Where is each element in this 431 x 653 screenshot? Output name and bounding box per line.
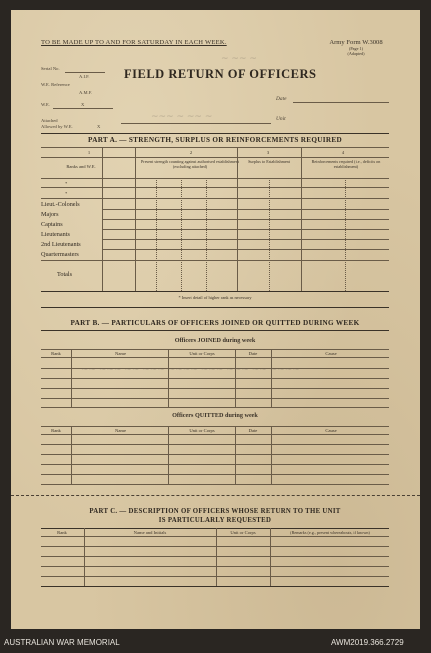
pencil-scribble: ~~~ ~ ~~ ~ — [151, 112, 213, 122]
row-rule — [102, 219, 389, 220]
quitted-header-rule — [41, 434, 389, 435]
part-c-table-bottom — [41, 586, 389, 587]
col-header-present-strength: Present strength counting against authorised establishment (excluding attached) — [140, 159, 240, 169]
quitted-col-date: Date — [248, 428, 258, 433]
aif-label: A.I.F. — [79, 74, 90, 79]
table-divider — [270, 528, 271, 586]
attached-label: Attached — [41, 118, 58, 123]
part-c-heading-line1: PART C. — DESCRIPTION OF OFFICERS WHOSE RETURN TO THE UNIT — [89, 508, 341, 515]
form-sheet — [11, 10, 420, 629]
form-page: (Page 1) — [348, 46, 364, 51]
table-divider — [216, 528, 217, 586]
row-rule — [41, 556, 389, 557]
col-header-reinforcements: Reinforcements required (i.e., deficits on establishment) — [311, 159, 381, 169]
row-rule — [41, 198, 389, 199]
form-adapted: (Adapted) — [347, 51, 365, 56]
we-reference-label: W.E. Reference — [41, 82, 70, 87]
serial-no-line — [65, 72, 105, 73]
quitted-col-rank: Rank — [51, 428, 61, 433]
table-divider — [84, 528, 85, 586]
row-rule — [41, 378, 389, 379]
date-label: Date — [276, 96, 287, 102]
table-divider — [271, 426, 272, 484]
rank-majors: Majors — [41, 211, 59, 218]
table-subdivider — [269, 178, 270, 291]
part-c-col-remarks: (Remarks (e.g., present whereabouts, if known) — [290, 530, 370, 535]
quitted-title: Officers QUITTED during week — [172, 412, 258, 419]
table-subdivider — [345, 178, 346, 291]
part-b-heading: PART B. — PARTICULARS OF OFFICERS JOINED OR QUITTED DURING WEEK — [70, 319, 360, 327]
pencil-scribble: ~ ~~ ~ — [221, 54, 257, 64]
page-title: FIELD RETURN OF OFFICERS — [124, 67, 317, 81]
serial-no-label: Serial No. — [41, 66, 60, 71]
rank-captains: Captains — [41, 221, 63, 228]
quitted-table-top — [41, 426, 389, 427]
row-rule — [41, 187, 389, 188]
we-label: W.E. — [41, 102, 51, 107]
col-number-4: 4 — [341, 150, 345, 155]
part-a-footnote: * Insert detail of higher rank as necessary — [178, 295, 252, 300]
table-divider — [71, 349, 72, 407]
quitted-col-cause: Cause — [325, 428, 337, 433]
row-rule — [41, 454, 389, 455]
col-header-ranks: Ranks and W.E. — [66, 164, 96, 169]
rank-2nd-lieutenants: 2nd Lieutenants — [41, 241, 81, 248]
part-c-header-rule — [41, 536, 389, 537]
joined-col-rank: Rank — [51, 351, 61, 356]
star-mark: * — [65, 181, 68, 186]
row-rule — [41, 566, 389, 567]
joined-header-rule — [41, 357, 389, 358]
col-number-3: 3 — [266, 150, 270, 155]
table-divider — [168, 349, 169, 407]
totals-label: Totals — [57, 271, 73, 278]
table-subdivider — [181, 178, 182, 291]
joined-title: Officers JOINED during week — [174, 337, 256, 344]
part-c-col-unit: Unit or Corps — [230, 530, 256, 535]
joined-table-top — [41, 349, 389, 350]
unit-line — [121, 123, 271, 124]
col-header-rule — [41, 178, 389, 179]
rank-lieut-colonels: Lieut.-Colonels — [41, 201, 80, 208]
table-divider — [168, 426, 169, 484]
unit-label: Unit — [276, 116, 286, 122]
quitted-table-bottom — [41, 484, 389, 485]
form-instruction: TO BE MADE UP TO AND FOR SATURDAY IN EACH WEEK. — [41, 39, 227, 46]
form-number-block — [311, 39, 401, 56]
row-rule — [102, 249, 389, 250]
table-subdivider — [156, 178, 157, 291]
joined-col-name: Name — [115, 351, 126, 356]
row-rule — [41, 444, 389, 445]
joined-col-unit: Unit or Corps — [189, 351, 215, 356]
part-a-bottom-rule — [41, 291, 389, 292]
joined-col-date: Date — [248, 351, 258, 356]
row-rule — [102, 239, 389, 240]
footer-accession-number: AWM2019.366.2729 — [331, 638, 404, 647]
table-divider — [271, 349, 272, 407]
amf-label: A.M.F. — [79, 90, 93, 95]
perforation-line — [11, 495, 420, 496]
date-line — [293, 102, 389, 103]
x-mark-2: X — [97, 124, 101, 129]
part-a-heading-rule — [41, 147, 389, 148]
part-a-top-rule — [41, 133, 389, 134]
row-rule — [41, 398, 389, 399]
table-subdivider — [206, 178, 207, 291]
part-c-col-rank: Rank — [57, 530, 67, 535]
joined-col-cause: Cause — [325, 351, 337, 356]
rank-lieutenants: Lieutenants — [41, 231, 70, 238]
row-rule — [41, 388, 389, 389]
col-header-surplus: Surplus to Establishment — [248, 159, 290, 164]
col-number-2: 2 — [189, 150, 193, 155]
row-rule — [41, 464, 389, 465]
star-mark: * — [65, 191, 68, 196]
part-b-heading-rule — [41, 330, 389, 331]
part-b-top-rule — [41, 307, 389, 308]
rank-quartermasters: Quartermasters — [41, 251, 79, 258]
row-rule — [41, 474, 389, 475]
table-divider — [71, 426, 72, 484]
row-rule — [102, 229, 389, 230]
x-mark-1: X — [81, 102, 85, 107]
footer-institution: AUSTRALIAN WAR MEMORIAL — [4, 638, 120, 647]
we-line — [53, 108, 113, 109]
part-c-heading-line2: IS PARTICULARLY REQUESTED — [158, 517, 272, 524]
col-number-1: 1 — [87, 150, 91, 155]
allowed-by-label: Allowed by W.E. — [41, 124, 73, 129]
row-rule — [102, 209, 389, 210]
totals-top-rule — [41, 260, 389, 261]
joined-table-bottom — [41, 407, 389, 408]
part-a-heading: PART A. — STRENGTH, SURPLUS OR REINFORCEMENTS REQUIRED — [88, 136, 342, 144]
row-rule — [41, 546, 389, 547]
form-number: Army Form W.3008 — [329, 39, 383, 46]
quitted-col-unit: Unit or Corps — [189, 428, 215, 433]
quitted-col-name: Name — [115, 428, 126, 433]
part-c-table-top — [41, 528, 389, 529]
col-number-rule — [41, 157, 389, 158]
part-c-col-name: Name and Initials — [133, 530, 167, 535]
row-rule — [41, 576, 389, 577]
table-divider — [235, 349, 236, 407]
table-divider — [235, 426, 236, 484]
pencil-scribble: ~~ ~~~ ~~ ~~~ ~~~~ ~~~ ~~~ ~~ ~~~~ — [81, 365, 300, 375]
